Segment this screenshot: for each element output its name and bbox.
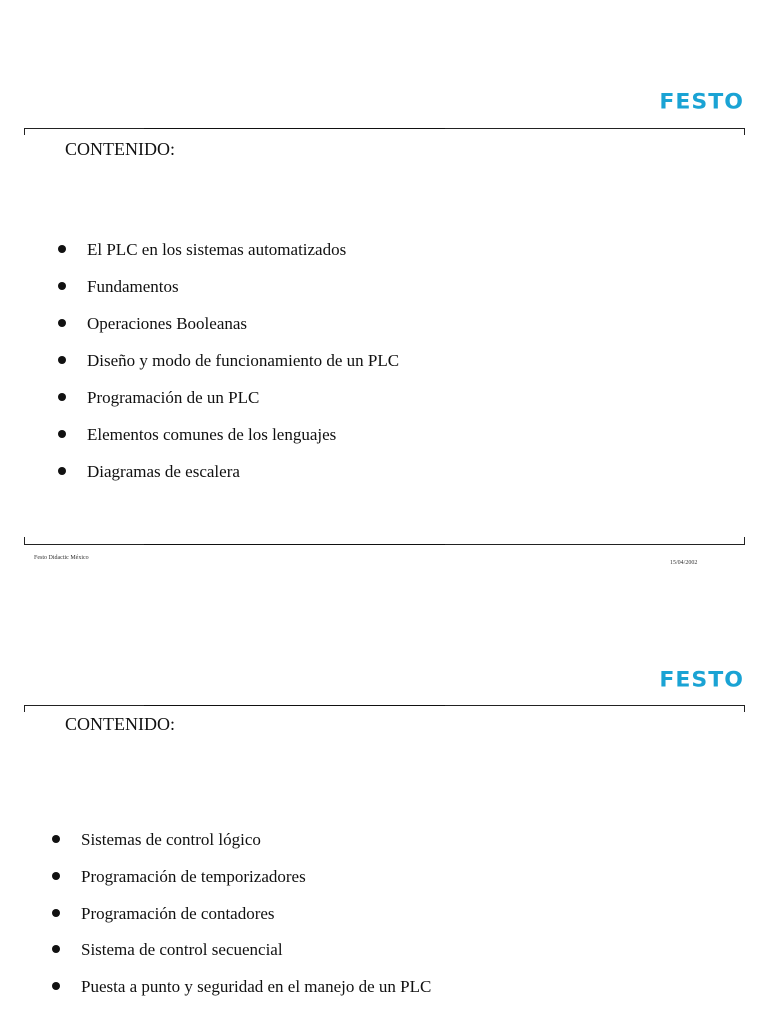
top-left-tick (24, 705, 25, 712)
bullet-icon (52, 945, 60, 953)
bullet-icon (52, 835, 60, 843)
bullet-icon (58, 430, 66, 438)
bottom-rule (24, 544, 745, 545)
bullet-icon (52, 909, 60, 917)
bullet-icon (58, 393, 66, 401)
slide-2: FESTO CONTENIDO: Sistemas de control lógico Programación de temporizadores Programación de contadores Sistema de control secuencial Puesta a punto y seguridad en el manejo de un PLC (0, 576, 768, 1024)
bullet-icon (52, 872, 60, 880)
top-left-tick (24, 128, 25, 135)
bullet-icon (52, 982, 60, 990)
slide-1: FESTO CONTENIDO: El PLC en los sistemas automatizados Fundamentos Operaciones Booleanas Diseño y modo de funcionamiento de un PLC Programación de un PLC Elementos comunes de los lenguajes Diagramas de escalera Festo Didactic México 15/04/2002 (0, 0, 768, 576)
bullet-icon (58, 467, 66, 475)
bottom-right-tick (744, 537, 745, 544)
footer-date: 15/04/2002 (670, 560, 698, 566)
top-right-tick (744, 128, 745, 135)
bullet-icon (58, 282, 66, 290)
top-rule (24, 705, 745, 706)
bullet-icon (58, 319, 66, 327)
festo-logo: FESTO (659, 668, 744, 693)
bullet-icon (58, 356, 66, 364)
slide-title: CONTENIDO: (65, 139, 175, 159)
bullet-icon (58, 245, 66, 253)
festo-logo: FESTO (659, 90, 744, 115)
top-rule (24, 128, 745, 129)
bottom-left-tick (24, 537, 25, 544)
footer-company: Festo Didactic México (34, 555, 89, 561)
slide-title: CONTENIDO: (65, 714, 175, 734)
top-right-tick (744, 705, 745, 712)
